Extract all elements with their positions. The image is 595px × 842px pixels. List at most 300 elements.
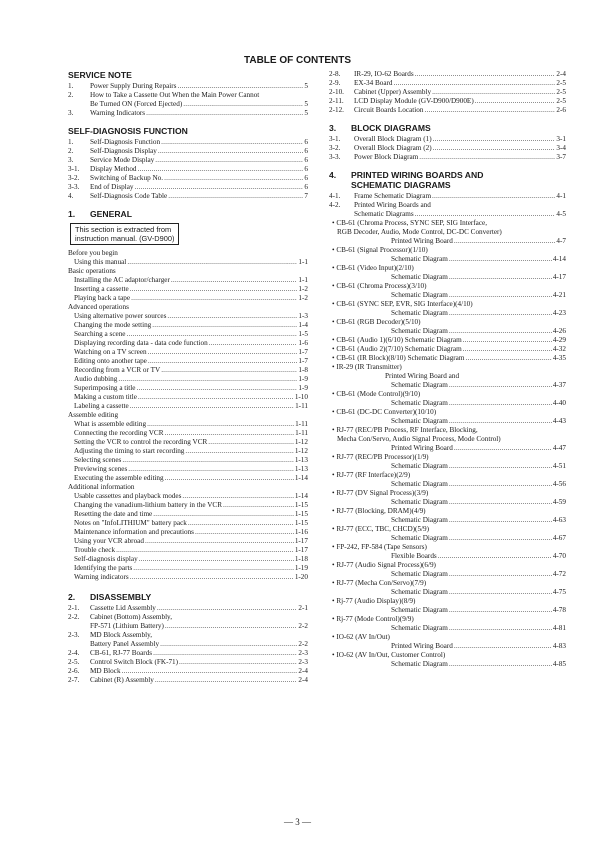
entry-title: MD Block Assembly, (90, 631, 153, 639)
toc-entry[interactable] (68, 658, 308, 667)
dot-leader (183, 100, 303, 109)
entry-page: 5 (304, 82, 308, 90)
board-entry: • RJ-77 (Mecha Con/Servo)(7/9) (332, 579, 427, 587)
dot-leader (185, 447, 293, 456)
entry-page: 3-1 (556, 135, 566, 143)
dot-leader (127, 330, 298, 339)
entry-page: 5 (304, 109, 308, 117)
toc-entry[interactable] (68, 456, 308, 465)
entry-title: Schematic Diagram (391, 291, 448, 299)
board-entry: • CB-61 (Chroma Process, SYNC SEP, SIG Interface, (332, 219, 488, 227)
entry-title: Notes on "InfoLITHIUM" battery pack (74, 519, 187, 527)
entry-title: Installing the AC adaptor/charger (74, 276, 170, 284)
toc-entry[interactable] (68, 100, 308, 109)
toc-entry[interactable] (68, 183, 308, 192)
entry-number: 3-1. (329, 135, 341, 143)
entry-title: Power Block Diagram (354, 153, 419, 161)
toc-entry[interactable] (68, 321, 308, 330)
entry-page: 1-19 (294, 564, 308, 572)
entry-page: 1-13 (294, 465, 308, 473)
toc-entry[interactable] (329, 624, 566, 633)
entry-number: 2-8. (329, 70, 341, 78)
entry-title: Printed Wiring Board (391, 642, 453, 650)
entry-title: Displaying recording data - data code function (74, 339, 208, 347)
entry-title: Schematic Diagram (391, 606, 448, 614)
dot-leader (475, 97, 556, 106)
entry-title: Adjusting the timing to start recording (74, 447, 185, 455)
toc-entry[interactable] (68, 258, 308, 267)
dot-leader (424, 106, 555, 115)
dot-leader (415, 210, 556, 219)
entry-number: 2-3. (68, 631, 80, 639)
toc-entry[interactable] (329, 570, 566, 579)
entry-page: 4-29 (552, 336, 566, 344)
toc-entry[interactable] (68, 147, 308, 156)
toc-entry[interactable] (68, 622, 308, 631)
entry-page: 1-18 (294, 555, 308, 563)
dot-leader (153, 510, 294, 519)
dot-leader (433, 144, 556, 153)
board-entry: • Rj-77 (Mode Control)(9/9) (332, 615, 414, 623)
dot-leader (147, 420, 294, 429)
dot-leader (155, 156, 303, 165)
entry-page: 1-1 (298, 276, 308, 284)
entry-title: Selecting scenes (74, 456, 122, 464)
dot-leader (419, 153, 555, 162)
entry-page: 6 (304, 156, 308, 164)
toc-entry[interactable] (68, 393, 308, 402)
entry-page: 4-47 (552, 444, 566, 452)
toc-entry[interactable] (329, 135, 566, 144)
toc-entry (68, 91, 308, 100)
board-entry: • CB-61 (DC-DC Converter)(10/10) (332, 408, 437, 416)
entry-page: 1-11 (295, 402, 308, 410)
entry-page: 1-14 (294, 492, 308, 500)
entry-title: Schematic Diagram (391, 381, 448, 389)
entry-title: Schematic Diagram (391, 417, 448, 425)
toc-entry[interactable] (329, 106, 566, 115)
entry-title: Schematic Diagram (391, 273, 448, 281)
dot-leader (449, 273, 552, 282)
general-list (68, 249, 308, 582)
board-entry: • CB-61 (SYNC SEP, EVR, SIG Interface)(4/10) (332, 300, 473, 308)
toc-entry[interactable] (329, 291, 566, 300)
toc-entry[interactable] (68, 604, 308, 613)
dot-leader (463, 345, 552, 354)
section-heading-block-diagrams (329, 123, 566, 133)
dot-leader (168, 192, 303, 201)
entry-title: Setting the VCR to control the recording VCR (74, 438, 208, 446)
subsection-heading: Advanced operations (68, 303, 129, 311)
board-entry: • CB-61 (Signal Processor)(1/10) (332, 246, 428, 254)
entry-page: 1-14 (294, 474, 308, 482)
toc-entry[interactable] (68, 465, 308, 474)
dot-leader (177, 82, 303, 91)
dot-leader (179, 658, 297, 667)
toc-entry[interactable] (68, 375, 308, 384)
dot-leader (438, 552, 552, 561)
toc-entry[interactable] (68, 192, 308, 201)
entry-page: 1-4 (298, 321, 308, 329)
toc-entry[interactable] (329, 88, 566, 97)
entry-number: 2-6. (68, 667, 80, 675)
entry-page: 4-78 (552, 606, 566, 614)
dot-leader (135, 183, 304, 192)
toc-entry[interactable] (329, 660, 566, 669)
entry-title: Self-Diagnosis Code Table (90, 192, 168, 200)
dot-leader (130, 285, 298, 294)
entry-page: 2-5 (556, 79, 566, 87)
service-note-list (68, 82, 308, 118)
entry-title: Self-Diagnosis Function (90, 138, 161, 146)
entry-title: Cassette Lid Assembly (90, 604, 156, 612)
entry-title: Audio dubbing (74, 375, 118, 383)
entry-page: 1-17 (294, 537, 308, 545)
section-title: GENERAL (90, 209, 133, 219)
toc-entry[interactable] (68, 510, 308, 519)
page-title: TABLE OF CONTENTS (243, 55, 352, 66)
toc-entry[interactable] (329, 354, 566, 363)
dot-leader (171, 276, 298, 285)
dot-leader (433, 135, 556, 144)
diagram-entry: Printed Wiring Board and (385, 372, 460, 380)
board-entry: • IO-62 (AV In/Out, Customer Control) (332, 651, 446, 659)
disassembly-list (68, 604, 308, 685)
toc-entry[interactable] (329, 345, 566, 354)
dot-leader (158, 147, 304, 156)
entry-page: 4-67 (552, 534, 566, 542)
entry-title: MD Block (90, 667, 121, 675)
entry-title: Cabinet (Upper) Assembly (354, 88, 432, 96)
toc-entry[interactable] (329, 381, 566, 390)
entry-title: Schematic Diagram (391, 660, 448, 668)
toc-entry[interactable] (329, 144, 566, 153)
entry-title: Circuit Boards Location (354, 106, 424, 114)
section-heading-pwb-line2 (329, 180, 566, 190)
toc-entry[interactable] (68, 276, 308, 285)
dot-leader (130, 573, 294, 582)
entry-title: Warning indicators (74, 573, 129, 581)
toc-entry[interactable] (329, 153, 566, 162)
section-title: SCHEMATIC DIAGRAMS (351, 180, 451, 190)
entry-page: 2-5 (556, 88, 566, 96)
entry-title: Trouble check (74, 546, 116, 554)
entry-title: Schematic Diagram (391, 255, 448, 263)
dot-leader (137, 384, 298, 393)
toc-entry[interactable] (68, 294, 308, 303)
entry-number: 1. (68, 82, 74, 90)
toc-entry[interactable] (329, 498, 566, 507)
entry-title: Superimposing a title (74, 384, 136, 392)
dot-leader (139, 555, 294, 564)
entry-title: Schematic Diagram (391, 498, 448, 506)
entry-page: 5 (304, 100, 308, 108)
toc-entry[interactable] (68, 676, 308, 685)
entry-page: 1-7 (298, 348, 308, 356)
toc-entry[interactable] (329, 588, 566, 597)
toc-entry[interactable] (68, 429, 308, 438)
dot-leader (127, 258, 297, 267)
section-number: 1. (68, 209, 76, 219)
toc-entry[interactable] (68, 546, 308, 555)
entry-title: Previewing scenes (74, 465, 128, 473)
entry-title: Resetting the date and time (74, 510, 153, 518)
page-number: — 3 — (284, 817, 311, 827)
entry-page: 4-59 (552, 498, 566, 506)
subsection-heading: Assemble editing (68, 411, 119, 419)
entry-page: 4-72 (552, 570, 566, 578)
dot-leader (155, 676, 298, 685)
entry-number: 3-1. (68, 165, 80, 173)
dot-leader (122, 667, 298, 676)
toc-entry (68, 613, 308, 622)
entry-page: 1-13 (294, 456, 308, 464)
entry-page: 1-15 (294, 501, 308, 509)
entry-page: 1-10 (294, 393, 308, 401)
entry-page: 4-63 (552, 516, 566, 524)
dot-leader (118, 375, 297, 384)
dot-leader (449, 480, 552, 489)
entry-title: Printed Wiring Board (391, 237, 453, 245)
board-entry-cont: RGB Decoder, Audio, Mode Control, DC-DC Converter) (337, 228, 502, 236)
dot-leader (161, 138, 303, 147)
extract-note-box (70, 223, 179, 245)
toc-entry[interactable] (329, 399, 566, 408)
toc-entry[interactable] (68, 174, 308, 183)
toc-entry[interactable] (68, 366, 308, 375)
entry-title: Be Turned ON (Forced Ejected) (90, 100, 183, 108)
entry-title: Schematic Diagram (391, 588, 448, 596)
dot-leader (138, 393, 294, 402)
entry-number: 2-12. (329, 106, 344, 114)
dot-leader (182, 492, 293, 501)
board-entry: • IO-62 (AV In/Out) (332, 633, 390, 641)
toc-entry[interactable] (68, 519, 308, 528)
entry-page: 4-56 (552, 480, 566, 488)
dot-leader (128, 465, 294, 474)
dot-leader (449, 417, 552, 426)
note-line: instruction manual. (GV-D900) (75, 234, 175, 243)
toc-entry[interactable] (68, 474, 308, 483)
toc-entry[interactable] (68, 420, 308, 429)
dot-leader (130, 402, 294, 411)
entry-page: 2-3 (298, 658, 308, 666)
dot-leader (449, 462, 552, 471)
toc-entry[interactable] (68, 109, 308, 118)
entry-title: Printed Wiring Board (391, 444, 453, 452)
toc-entry[interactable] (68, 312, 308, 321)
entry-page: 6 (304, 147, 308, 155)
entry-page: 4-32 (552, 345, 566, 353)
toc-entry[interactable] (329, 237, 566, 246)
entry-page: 1-11 (295, 420, 308, 428)
block-diagrams-list (329, 135, 566, 162)
entry-title: Schematic Diagram (391, 399, 448, 407)
toc-entry[interactable] (329, 70, 566, 79)
toc-entry[interactable] (68, 492, 308, 501)
dot-leader (160, 640, 297, 649)
toc-entry[interactable] (68, 357, 308, 366)
pwb-list (329, 192, 566, 669)
entry-page: 2-4 (298, 667, 308, 675)
dot-leader (454, 642, 552, 651)
entry-number: 3. (68, 109, 74, 117)
entry-title: • CB-61 (IR Block)(8/10) Schematic Diagram (332, 354, 465, 362)
section-heading-self-diagnosis: SELF-DIAGNOSIS FUNCTION (68, 126, 188, 136)
dot-leader (449, 327, 552, 336)
toc-entry[interactable] (68, 330, 308, 339)
toc-entry[interactable] (329, 327, 566, 336)
entry-title: Labeling a cassette (74, 402, 129, 410)
toc-entry[interactable] (68, 501, 308, 510)
toc-entry[interactable] (68, 649, 308, 658)
entry-page: 1-1 (298, 258, 308, 266)
toc-entry[interactable] (68, 82, 308, 91)
board-entry: • RJ-77 (DV Signal Process)(3/9) (332, 489, 429, 497)
toc-entry[interactable] (329, 552, 566, 561)
entry-title: EX-34 Board (354, 79, 393, 87)
toc-entry[interactable] (68, 573, 308, 582)
toc-entry[interactable] (68, 555, 308, 564)
dot-leader (208, 438, 294, 447)
toc-entry[interactable] (329, 516, 566, 525)
entry-page: 4-7 (556, 237, 566, 245)
entry-page: 4-70 (552, 552, 566, 560)
entry-title: Schematic Diagram (391, 309, 448, 317)
subsection-heading: Basic operations (68, 267, 116, 275)
dot-leader (148, 357, 298, 366)
dot-leader (432, 88, 555, 97)
subsection-heading: Before you begin (68, 249, 118, 257)
dot-leader (131, 294, 297, 303)
entry-page: 6 (304, 138, 308, 146)
toc-entry[interactable] (68, 537, 308, 546)
toc-entry[interactable] (329, 79, 566, 88)
board-entry: • RJ-77 (REC/PB Process, RF Interface, Blocking, (332, 426, 478, 434)
entry-page: 7 (304, 192, 308, 200)
dot-leader (152, 321, 297, 330)
toc-entry[interactable] (329, 192, 566, 201)
entry-number: 2-7. (68, 676, 80, 684)
section-number: 2. (68, 592, 76, 602)
toc-entry[interactable] (329, 210, 566, 219)
entry-number: 2-9. (329, 79, 341, 87)
entry-title: Schematic Diagram (391, 327, 448, 335)
dot-leader (449, 399, 552, 408)
entry-page: 4-21 (552, 291, 566, 299)
toc-entry[interactable] (329, 97, 566, 106)
entry-title: Identifying the parts (74, 564, 133, 572)
entry-title: Flexible Boards (391, 552, 437, 560)
entry-title: How to Take a Cassette Out When the Main Power Cannot (90, 91, 260, 99)
dot-leader (165, 474, 294, 483)
entry-page: 1-7 (298, 357, 308, 365)
entry-page: 2-5 (556, 97, 566, 105)
entry-title: What is assemble editing (74, 420, 147, 428)
entry-page: 2-6 (556, 106, 566, 114)
entry-page: 4-37 (552, 381, 566, 389)
entry-title: Overall Block Diagram (1) (354, 135, 432, 143)
dot-leader (449, 534, 552, 543)
entry-number: 2-11. (329, 97, 344, 105)
dot-leader (449, 660, 552, 669)
toc-entry[interactable] (68, 402, 308, 411)
entry-title: FP-571 (Lithium Battery) (90, 622, 164, 630)
toc-entry[interactable] (68, 447, 308, 456)
toc-entry[interactable] (329, 444, 566, 453)
dot-leader (209, 339, 298, 348)
toc-entry[interactable] (329, 534, 566, 543)
entry-page: 2-2 (298, 640, 308, 648)
entry-title: Using alternative power sources (74, 312, 167, 320)
toc-entry[interactable] (329, 480, 566, 489)
toc-entry[interactable] (329, 642, 566, 651)
board-entry: • RJ-77 (Audio Signal Process)(6/9) (332, 561, 436, 569)
toc-entry[interactable] (329, 273, 566, 282)
toc-entry[interactable] (329, 462, 566, 471)
entry-number: 2-5. (68, 658, 80, 666)
entry-title: Service Mode Display (90, 156, 155, 164)
entry-title: Printed Wiring Boards and (354, 201, 431, 209)
toc-entry[interactable] (68, 165, 308, 174)
entry-title: Changing the vanadium-lithium battery in the VCR (74, 501, 222, 509)
toc-entry[interactable] (329, 309, 566, 318)
dot-leader (432, 192, 555, 201)
toc-entry[interactable] (68, 667, 308, 676)
dot-leader (449, 606, 552, 615)
entry-number: 3-3. (68, 183, 80, 191)
toc-entry[interactable] (68, 384, 308, 393)
toc-entry[interactable] (329, 417, 566, 426)
dot-leader (449, 498, 552, 507)
dot-leader (146, 109, 303, 118)
board-entry: • RJ-77 (Blocking, DRAM)(4/9) (332, 507, 426, 515)
dot-leader (449, 588, 552, 597)
toc-entry[interactable] (329, 336, 566, 345)
toc-entry[interactable] (68, 528, 308, 537)
toc-entry[interactable] (68, 438, 308, 447)
entry-page: 1-3 (298, 312, 308, 320)
entry-title: Usable cassettes and playback modes (74, 492, 182, 500)
entry-title: Using this manual (74, 258, 127, 266)
entry-page: 1-9 (298, 375, 308, 383)
toc-entry[interactable] (329, 255, 566, 264)
entry-title: LCD Display Module (GV-D900/D900E) (354, 97, 474, 105)
entry-number: 4. (68, 192, 74, 200)
toc-entry[interactable] (68, 156, 308, 165)
entry-number: 3-2. (68, 174, 80, 182)
board-entry: • CB-61 (Mode Control)(9/10) (332, 390, 421, 398)
dot-leader (165, 429, 295, 438)
toc-entry[interactable] (68, 339, 308, 348)
entry-number: 1. (68, 138, 74, 146)
entry-number: 4-1. (329, 192, 341, 200)
entry-number: 2-4. (68, 649, 80, 657)
entry-page: 4-51 (552, 462, 566, 470)
toc-entry[interactable] (329, 606, 566, 615)
entry-page: 6 (304, 174, 308, 182)
toc-entry[interactable] (68, 564, 308, 573)
toc-entry[interactable] (68, 640, 308, 649)
toc-entry[interactable] (68, 138, 308, 147)
entry-title: Switching of Backup No. (90, 174, 164, 182)
toc-entry[interactable] (68, 285, 308, 294)
dot-leader (161, 366, 297, 375)
entry-page: 1-2 (298, 285, 308, 293)
section-number: 3. (329, 123, 337, 133)
dot-leader (148, 348, 298, 357)
toc-entry[interactable] (68, 348, 308, 357)
